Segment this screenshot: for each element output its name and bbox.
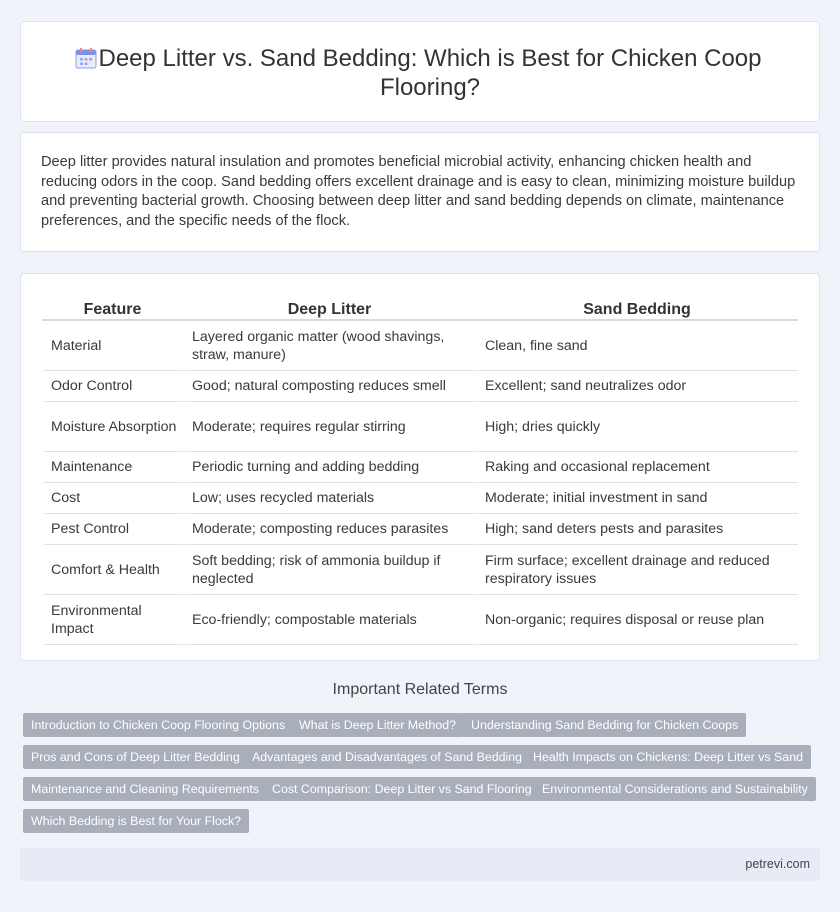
row-sand-bedding: High; dries quickly <box>476 402 798 452</box>
table-row <box>42 371 798 402</box>
row-deep-litter: Low; uses recycled materials <box>183 483 476 514</box>
row-feature: Cost <box>42 483 183 514</box>
related-term-tag[interactable]: Understanding Sand Bedding for Chicken Coops <box>463 713 746 737</box>
row-sand-bedding: Clean, fine sand <box>476 321 798 371</box>
column-header-feature: Feature <box>42 294 183 321</box>
related-terms-title: Important Related Terms <box>332 681 508 698</box>
table-row <box>42 402 798 452</box>
row-feature: Material <box>42 321 183 371</box>
comparison-table-card <box>20 273 820 661</box>
row-sand-bedding: Non-organic; requires disposal or reuse plan <box>476 595 798 645</box>
row-deep-litter: Layered organic matter (wood shavings, straw, manure) <box>183 321 476 371</box>
row-deep-litter: Eco-friendly; compostable materials <box>183 595 476 645</box>
row-feature: Environmental Impact <box>42 595 183 645</box>
related-term-tag[interactable]: Maintenance and Cleaning Requirements <box>23 777 267 801</box>
row-sand-bedding: Moderate; initial investment in sand <box>476 483 798 514</box>
row-deep-litter: Good; natural composting reduces smell <box>183 371 476 402</box>
row-sand-bedding: Firm surface; excellent drainage and reduced respiratory issues <box>476 545 798 595</box>
table-row <box>42 483 798 514</box>
intro-paragraph: Deep litter provides natural insulation and promotes beneficial microbial activity, enhancing chicken health and reducing odors in the coop. Sand bedding offers excellent drainage and is easy to clean, minimizing moisture buildup and preventing bacterial growth. Choosing between deep litter and sand bedding depends on climate, maintenance preferences, and the specific needs of the flock. <box>41 154 796 229</box>
table-row <box>42 514 798 545</box>
related-term-tag[interactable]: Pros and Cons of Deep Litter Bedding <box>23 745 248 769</box>
row-deep-litter: Periodic turning and adding bedding <box>183 452 476 483</box>
row-feature: Comfort & Health <box>42 545 183 595</box>
table-row <box>42 595 798 645</box>
row-sand-bedding: High; sand deters pests and parasites <box>476 514 798 545</box>
intro-card <box>20 132 820 252</box>
table-row <box>42 321 798 371</box>
row-feature: Odor Control <box>42 371 183 402</box>
row-sand-bedding: Excellent; sand neutralizes odor <box>476 371 798 402</box>
row-deep-litter: Soft bedding; risk of ammonia buildup if neglected <box>183 545 476 595</box>
footer-site-link[interactable]: petrevi.com <box>745 857 810 871</box>
column-header-deep-litter: Deep Litter <box>183 294 476 321</box>
related-term-tag[interactable]: Cost Comparison: Deep Litter vs Sand Flooring <box>264 777 540 801</box>
page-title: Deep Litter vs. Sand Bedding: Which is Best for Chicken Coop Flooring? <box>98 45 762 101</box>
related-term-tag[interactable]: Which Bedding is Best for Your Flock? <box>23 809 249 833</box>
footer <box>20 848 820 881</box>
related-term-tag[interactable]: Health Impacts on Chickens: Deep Litter vs Sand <box>525 745 811 769</box>
row-feature: Pest Control <box>42 514 183 545</box>
header-card <box>20 21 820 122</box>
related-term-tag[interactable]: Environmental Considerations and Sustainability <box>534 777 816 801</box>
table-row <box>42 452 798 483</box>
row-deep-litter: Moderate; requires regular stirring <box>183 402 476 452</box>
row-feature: Moisture Absorption <box>42 402 183 452</box>
row-feature: Maintenance <box>42 452 183 483</box>
table-row <box>42 545 798 595</box>
related-term-tag[interactable]: Advantages and Disadvantages of Sand Bedding <box>244 745 530 769</box>
row-deep-litter: Moderate; composting reduces parasites <box>183 514 476 545</box>
table-header-row <box>42 294 798 321</box>
related-term-tag[interactable]: What is Deep Litter Method? <box>291 713 464 737</box>
related-term-tag[interactable]: Introduction to Chicken Coop Flooring Options <box>23 713 293 737</box>
column-header-sand-bedding: Sand Bedding <box>476 294 798 321</box>
row-sand-bedding: Raking and occasional replacement <box>476 452 798 483</box>
comparison-table <box>42 294 798 645</box>
